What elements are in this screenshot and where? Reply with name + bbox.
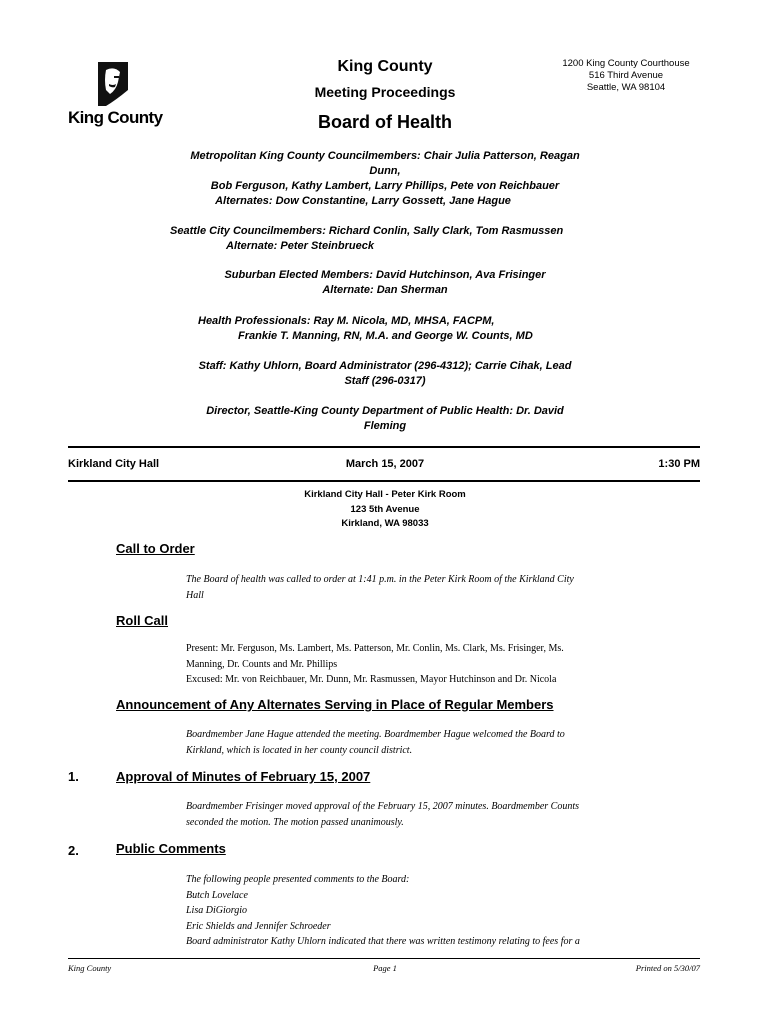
divider bbox=[68, 446, 700, 448]
health-professionals bbox=[198, 314, 598, 344]
member-line: Alternate: Peter Steinbrueck bbox=[226, 240, 374, 252]
member-line: Fleming bbox=[363, 420, 407, 432]
call-to-order-text bbox=[186, 572, 646, 603]
footer-org: King County bbox=[68, 963, 112, 973]
text-line: Boardmember Jane Hague attended the meeting. Boardmember Hague welcomed the Board to bbox=[186, 729, 565, 740]
courthouse-address bbox=[556, 58, 696, 94]
member-line: Health Professionals: Ray M. Nicola, MD, MHSA, FACPM, bbox=[198, 315, 495, 327]
text-line: Kirkland, which is located in her county council district. bbox=[186, 744, 413, 756]
meeting-place: Kirkland City Hall bbox=[68, 458, 160, 470]
member-line: Director, Seattle-King County Department of Public Health: Dr. David bbox=[206, 405, 564, 417]
text-line: Butch Lovelace bbox=[186, 889, 248, 901]
location-line: Kirkland City Hall - Peter Kirk Room bbox=[304, 489, 466, 500]
meeting-time: 1:30 PM bbox=[658, 458, 700, 470]
metro-councilmembers bbox=[160, 149, 610, 209]
footer-divider bbox=[68, 958, 700, 959]
department-director bbox=[160, 404, 610, 434]
divider bbox=[68, 480, 700, 482]
text-line: Eric Shields and Jennifer Schroeder bbox=[186, 920, 331, 932]
section-heading-roll-call: Roll Call bbox=[116, 613, 169, 628]
member-line: Dunn, bbox=[369, 165, 401, 177]
text-line: Manning, Dr. Counts and Mr. Phillips bbox=[186, 658, 338, 670]
page-title: Board of Health bbox=[317, 112, 452, 132]
mlk-portrait-icon bbox=[66, 60, 136, 108]
text-line: Boardmember Frisinger moved approval of the February 15, 2007 minutes. Boardmember Counts bbox=[186, 801, 580, 812]
org-name: King County bbox=[337, 58, 433, 75]
seattle-councilmembers bbox=[170, 224, 570, 254]
location-line: Kirkland, WA 98033 bbox=[341, 518, 429, 529]
page-number: Page 1 bbox=[373, 963, 397, 973]
text-line: seconded the motion. The motion passed unanimously. bbox=[186, 816, 404, 828]
roll-call-text bbox=[186, 641, 656, 688]
printed-date: Printed on 5/30/07 bbox=[635, 963, 700, 973]
member-line: Bob Ferguson, Kathy Lambert, Larry Phillips, Pete von Reichbauer bbox=[210, 180, 560, 192]
member-line: Staff: Kathy Uhlorn, Board Administrator (296-4312); Carrie Cihak, Lead bbox=[198, 360, 572, 372]
address-line: 1200 King County Courthouse bbox=[562, 58, 690, 69]
member-line: Suburban Elected Members: David Hutchinson, Ava Frisinger bbox=[224, 269, 546, 281]
section-heading-approval-of-minutes: Approval of Minutes of February 15, 2007 bbox=[116, 769, 371, 784]
member-line: Frankie T. Manning, RN, M.A. and George W. Counts, MD bbox=[238, 330, 533, 342]
staff-members bbox=[160, 359, 610, 389]
text-line: Present: Mr. Ferguson, Ms. Lambert, Ms. Patterson, Mr. Conlin, Ms. Clark, Ms. Frisinger, Ms. bbox=[186, 643, 564, 654]
section-heading-alternates: Announcement of Any Alternates Serving in Place of Regular Members bbox=[116, 697, 554, 712]
address-line: Seattle, WA 98104 bbox=[586, 82, 666, 93]
member-line: Alternate: Dan Sherman bbox=[322, 284, 448, 296]
meeting-proceedings-label: Meeting Proceedings bbox=[314, 84, 456, 100]
text-line: Lisa DiGiorgio bbox=[186, 905, 248, 916]
public-comments-text bbox=[186, 872, 646, 950]
member-line: Staff (296-0317) bbox=[344, 375, 426, 387]
member-line: Alternates: Dow Constantine, Larry Gossett, Jane Hague bbox=[215, 195, 511, 207]
approval-of-minutes-text bbox=[186, 799, 646, 830]
location-line: 123 5th Avenue bbox=[350, 503, 420, 515]
logo-text: King County bbox=[68, 108, 163, 127]
text-line: The following people presented comments to the Board: bbox=[186, 874, 410, 885]
member-line: Metropolitan King County Councilmembers: Chair Julia Patterson, Reagan bbox=[190, 150, 580, 162]
item-number: 1. bbox=[68, 769, 79, 784]
text-line: Excused: Mr. von Reichbauer, Mr. Dunn, Mr. Rasmussen, Mayor Hutchinson and Dr. Nicola bbox=[186, 674, 557, 685]
address-line: 516 Third Avenue bbox=[588, 70, 664, 81]
suburban-members bbox=[160, 268, 610, 298]
item-number: 2. bbox=[68, 843, 79, 858]
member-line: Seattle City Councilmembers: Richard Conlin, Sally Clark, Tom Rasmussen bbox=[170, 225, 564, 237]
section-heading-public-comments: Public Comments bbox=[116, 841, 226, 856]
text-line: Hall bbox=[186, 589, 204, 601]
meeting-date: March 15, 2007 bbox=[345, 458, 425, 470]
alternates-text bbox=[186, 727, 646, 758]
text-line: The Board of health was called to order at 1:41 p.m. in the Peter Kirk Room of the Kirkland City bbox=[186, 574, 574, 585]
text-line: Board administrator Kathy Uhlorn indicated that there was written testimony relating to fees for a bbox=[186, 936, 580, 947]
meeting-location bbox=[200, 488, 570, 532]
section-heading-call-to-order: Call to Order bbox=[116, 541, 195, 556]
